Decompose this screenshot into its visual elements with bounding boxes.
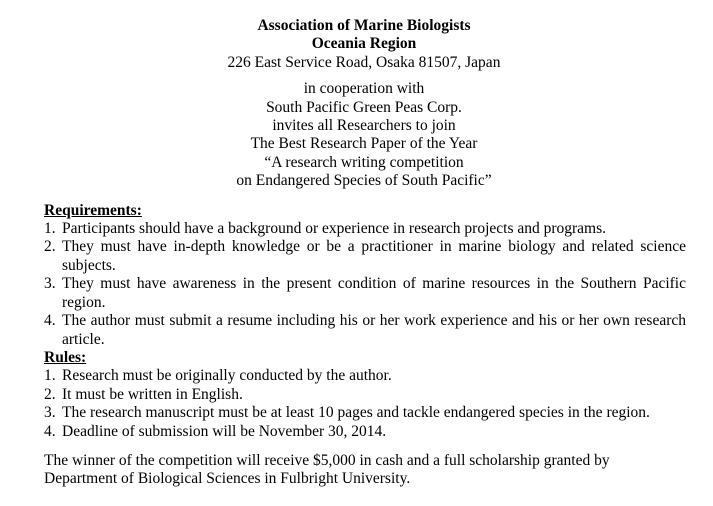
- requirements-section: [44, 202, 686, 349]
- rules-section: [44, 349, 713, 441]
- list-text: It must be written in English.: [62, 385, 243, 403]
- list-text: The research manuscript must be at least 10 pages and tackle endangered species in the region.: [62, 404, 650, 422]
- list-text: Research must be originally conducted by the author.: [62, 367, 392, 385]
- letterhead: [44, 17, 684, 72]
- region-name: Oceania Region: [311, 35, 417, 53]
- closing-paragraph: The winner of the competition will receive $5,000 in cash and a full scholarship granted by Department of Biological Sciences in Fulbright University.: [44, 451, 610, 488]
- invitation-line: “A research writing competition: [264, 153, 464, 171]
- list-text: Deadline of submission will be November 30, 2014.: [62, 422, 387, 440]
- list-number: 3.: [44, 404, 56, 422]
- invitation-block: [44, 80, 684, 190]
- invitation-line: invites all Researchers to join: [272, 117, 456, 135]
- list-number: 2.: [44, 385, 56, 403]
- list-number: 4.: [44, 422, 56, 440]
- list-number: 1.: [44, 367, 56, 385]
- organization-address: 226 East Service Road, Osaka 81507, Japan: [227, 53, 501, 71]
- rules-heading: Rules:: [44, 348, 87, 366]
- list-text: Participants should have a background or experience in research projects and programs.: [62, 220, 607, 238]
- list-text: They must have awareness in the present condition of marine resources in the Southern Pacific region.: [62, 275, 686, 311]
- list-item: [44, 386, 713, 404]
- list-number: 1.: [44, 220, 56, 238]
- invitation-line: in cooperation with: [303, 80, 425, 98]
- list-number: 2.: [44, 238, 56, 256]
- list-number: 3.: [44, 275, 56, 293]
- list-item: [44, 312, 686, 349]
- list-number: 4.: [44, 312, 56, 330]
- list-item: [44, 367, 713, 385]
- list-item: [44, 220, 686, 238]
- list-item: [44, 275, 686, 312]
- invitation-line: The Best Research Paper of the Year: [250, 135, 478, 153]
- requirements-list: [44, 220, 686, 349]
- organization-name: Association of Marine Biologists: [257, 17, 471, 34]
- list-text: The author must submit a resume including his or her work experience and his or her own research article.: [62, 312, 686, 348]
- rules-list: [44, 367, 713, 441]
- list-item: [44, 404, 713, 422]
- list-item: [44, 423, 713, 441]
- list-text: They must have in-depth knowledge or be a practitioner in marine biology and related science subjects.: [62, 238, 686, 274]
- list-item: [44, 238, 686, 275]
- requirements-heading: Requirements:: [44, 201, 142, 219]
- invitation-line: South Pacific Green Peas Corp.: [266, 98, 462, 116]
- invitation-line: on Endangered Species of South Pacific”: [236, 172, 492, 190]
